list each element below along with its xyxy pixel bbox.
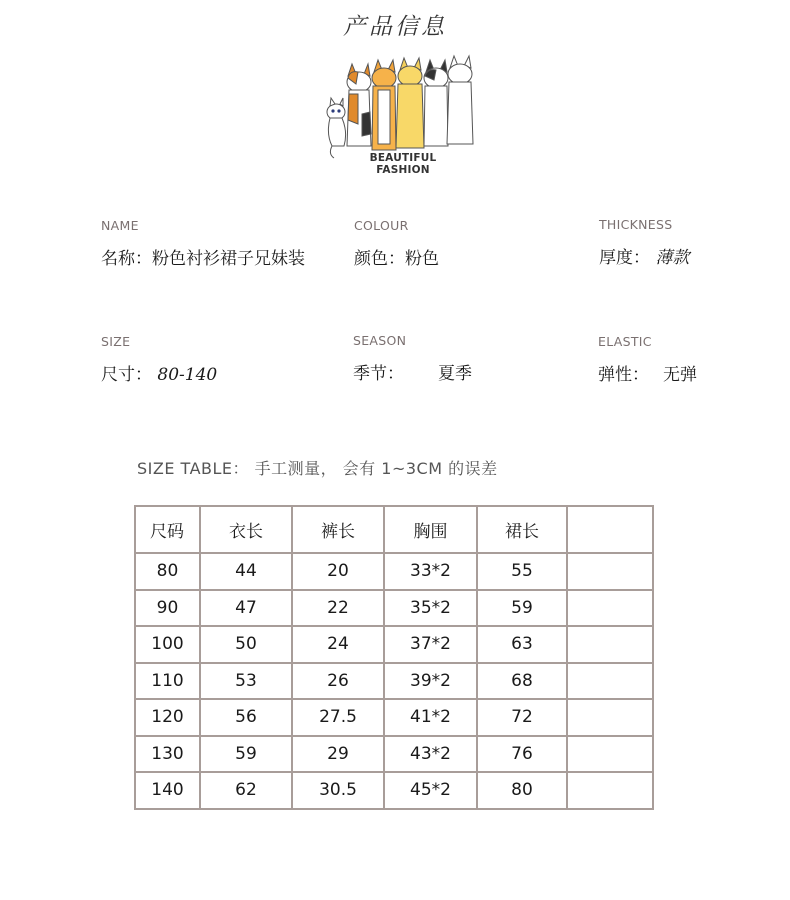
info-thickness-key: 厚度： bbox=[599, 248, 650, 268]
table-cell: 80 bbox=[477, 772, 567, 809]
table-row bbox=[135, 553, 653, 590]
info-elastic bbox=[598, 334, 697, 385]
size-table-header-cell: 胸围 bbox=[384, 506, 477, 553]
table-cell bbox=[567, 663, 653, 700]
table-cell: 20 bbox=[292, 553, 384, 590]
table-cell: 110 bbox=[135, 663, 200, 700]
table-cell: 120 bbox=[135, 699, 200, 736]
info-colour-key: 颜色： bbox=[354, 249, 405, 269]
size-table-title: SIZE TABLE： 手工测量， 会有 1~3CM 的误差 bbox=[137, 459, 498, 478]
info-season-value: 夏季 bbox=[438, 364, 472, 384]
table-row bbox=[135, 590, 653, 627]
table-cell: 90 bbox=[135, 590, 200, 627]
table-cell: 41*2 bbox=[384, 699, 477, 736]
table-cell: 37*2 bbox=[384, 626, 477, 663]
table-cell: 53 bbox=[200, 663, 292, 700]
table-row bbox=[135, 699, 653, 736]
table-cell bbox=[567, 553, 653, 590]
info-elastic-label: ELASTIC bbox=[598, 334, 652, 349]
table-cell: 26 bbox=[292, 663, 384, 700]
table-row bbox=[135, 626, 653, 663]
table-cell bbox=[567, 736, 653, 773]
table-cell: 76 bbox=[477, 736, 567, 773]
table-cell: 56 bbox=[200, 699, 292, 736]
table-cell bbox=[567, 626, 653, 663]
table-cell bbox=[567, 590, 653, 627]
info-size bbox=[101, 334, 217, 385]
table-cell: 72 bbox=[477, 699, 567, 736]
table-cell: 140 bbox=[135, 772, 200, 809]
info-season bbox=[353, 333, 472, 384]
info-size-value: 80-140 bbox=[157, 365, 218, 385]
table-cell: 45*2 bbox=[384, 772, 477, 809]
table-cell: 63 bbox=[477, 626, 567, 663]
table-row bbox=[135, 663, 653, 700]
info-colour-label: COLOUR bbox=[354, 218, 409, 233]
size-table-header-cell: 裤长 bbox=[292, 506, 384, 553]
size-table-header-cell: 尺码 bbox=[135, 506, 200, 553]
table-cell: 130 bbox=[135, 736, 200, 773]
size-table bbox=[134, 505, 654, 810]
info-size-label: SIZE bbox=[101, 334, 131, 349]
info-name-value: 粉色衬衫裙子兄妹装 bbox=[152, 249, 305, 269]
info-size-key: 尺寸： bbox=[101, 365, 152, 385]
info-name bbox=[101, 218, 305, 269]
table-cell: 39*2 bbox=[384, 663, 477, 700]
info-elastic-key: 弹性： bbox=[598, 365, 649, 385]
table-row bbox=[135, 772, 653, 809]
table-cell: 35*2 bbox=[384, 590, 477, 627]
table-cell: 55 bbox=[477, 553, 567, 590]
table-cell: 43*2 bbox=[384, 736, 477, 773]
info-season-label: SEASON bbox=[353, 333, 407, 348]
table-cell: 27.5 bbox=[292, 699, 384, 736]
info-colour-value: 粉色 bbox=[405, 249, 439, 269]
table-cell: 59 bbox=[477, 590, 567, 627]
table-cell: 47 bbox=[200, 590, 292, 627]
table-cell: 24 bbox=[292, 626, 384, 663]
info-elastic-value: 无弹 bbox=[663, 365, 697, 385]
table-cell: 30.5 bbox=[292, 772, 384, 809]
info-name-key: 名称： bbox=[101, 249, 152, 269]
info-thickness bbox=[599, 217, 689, 268]
brand-caption: BEAUTIFUL FASHION bbox=[369, 152, 437, 176]
table-cell: 100 bbox=[135, 626, 200, 663]
table-cell: 80 bbox=[135, 553, 200, 590]
size-table-header-cell: 衣长 bbox=[200, 506, 292, 553]
info-thickness-label: THICKNESS bbox=[599, 217, 673, 232]
table-cell bbox=[567, 699, 653, 736]
table-cell: 33*2 bbox=[384, 553, 477, 590]
table-row bbox=[135, 736, 653, 773]
table-cell: 22 bbox=[292, 590, 384, 627]
table-cell: 29 bbox=[292, 736, 384, 773]
table-cell: 50 bbox=[200, 626, 292, 663]
size-table-header-row bbox=[135, 506, 653, 553]
page-title: 产品信息 bbox=[343, 14, 447, 40]
table-cell: 59 bbox=[200, 736, 292, 773]
info-colour bbox=[354, 218, 439, 269]
table-cell: 44 bbox=[200, 553, 292, 590]
table-cell: 68 bbox=[477, 663, 567, 700]
info-season-key: 季节： bbox=[353, 364, 404, 384]
info-thickness-value: 薄款 bbox=[655, 248, 690, 268]
table-cell: 62 bbox=[200, 772, 292, 809]
info-name-label: NAME bbox=[101, 218, 139, 233]
size-table-header-cell: 裙长 bbox=[477, 506, 567, 553]
table-cell bbox=[567, 772, 653, 809]
size-table-header-cell bbox=[567, 506, 653, 553]
